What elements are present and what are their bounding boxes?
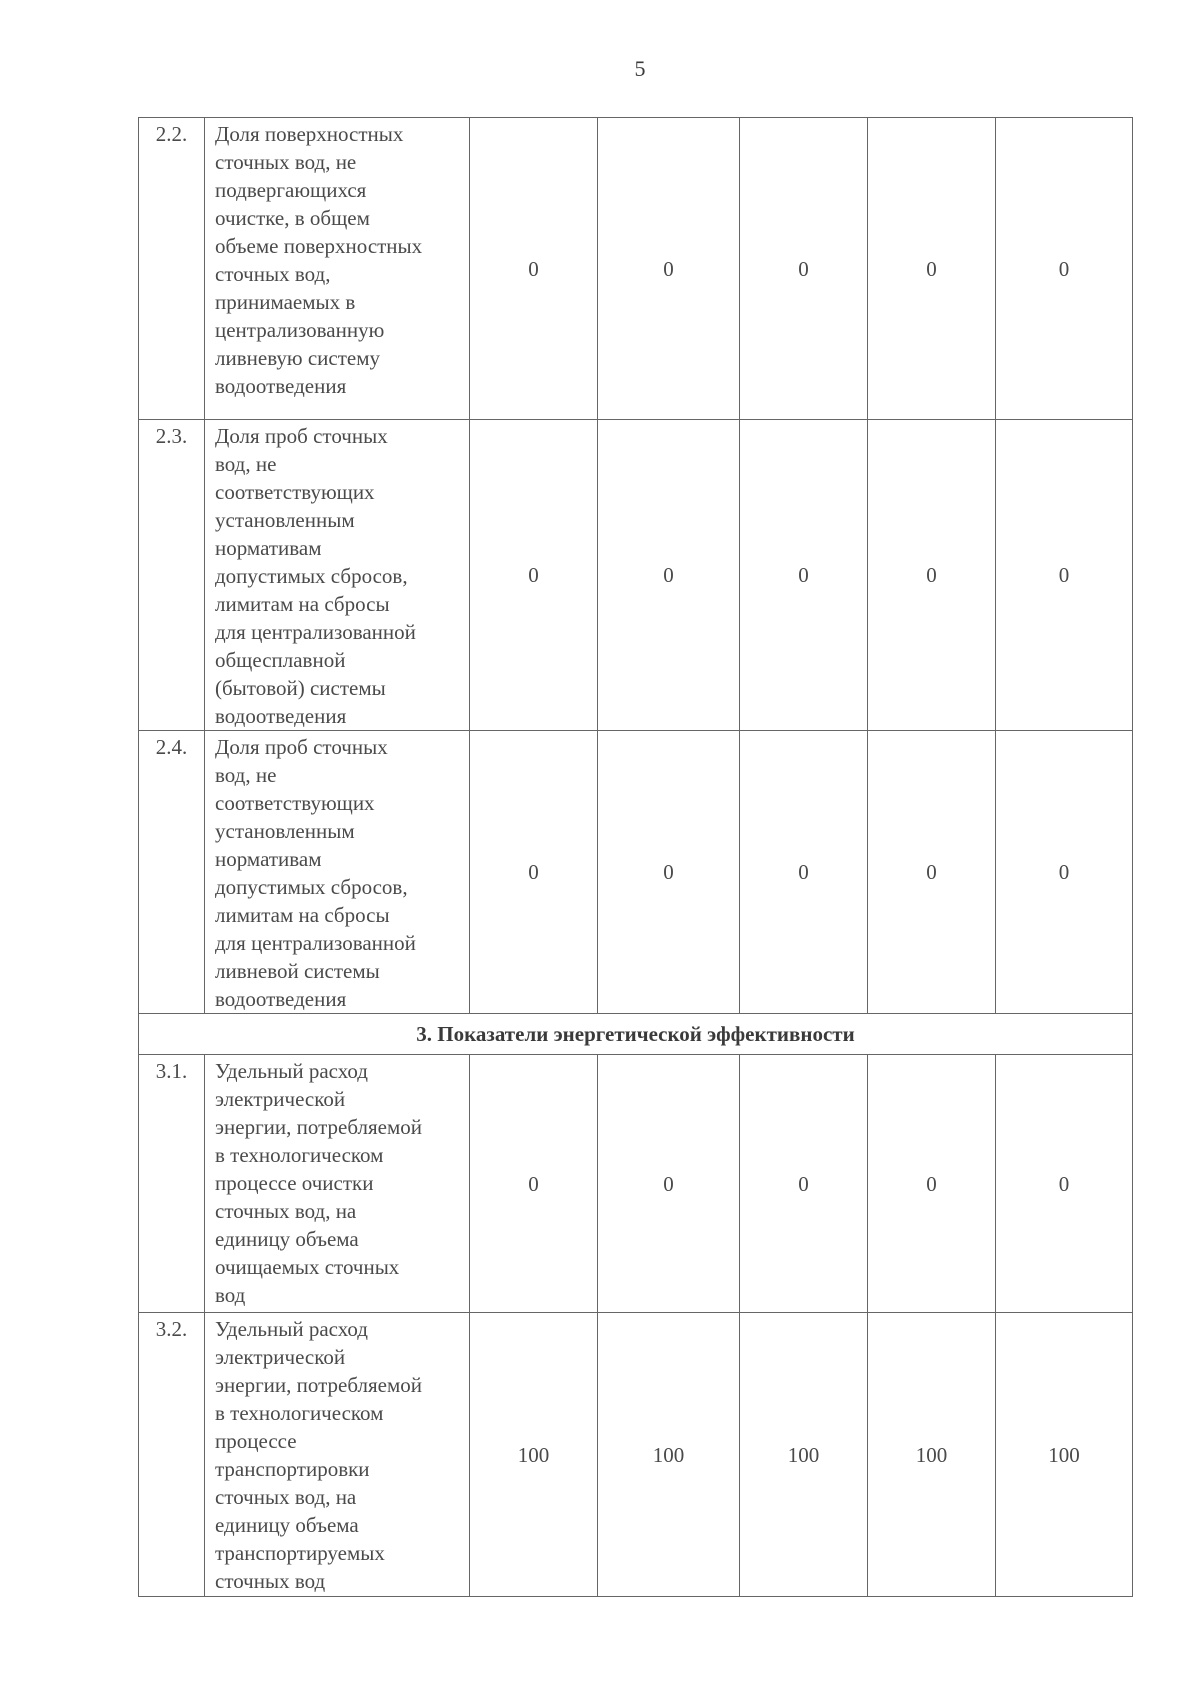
value-cell: 0 bbox=[868, 420, 996, 731]
section-title: 3. Показатели энергетической эффективности bbox=[139, 1014, 1133, 1055]
value-cell: 100 bbox=[996, 1313, 1133, 1597]
value-cell: 0 bbox=[598, 420, 740, 731]
value-cell: 0 bbox=[740, 731, 868, 1014]
indicator-description: Удельный расход электрической энергии, потребляемой в технологическом процессе очистки сточных вод, на единицу объема очищаемых сточных вод bbox=[205, 1055, 470, 1313]
value-cell: 0 bbox=[598, 731, 740, 1014]
value-cell: 100 bbox=[470, 1313, 598, 1597]
value-cell: 0 bbox=[740, 118, 868, 420]
value-cell: 0 bbox=[470, 1055, 598, 1313]
value-cell: 0 bbox=[598, 1055, 740, 1313]
indicator-description: Доля проб сточных вод, не соответствующих установленным нормативам допустимых сбросов, лимитам на сбросы для централизованной общесплавной (бытовой) системы водоотведения bbox=[205, 420, 470, 731]
value-cell: 0 bbox=[996, 420, 1133, 731]
row-number: 3.1. bbox=[139, 1055, 205, 1313]
page-number: 5 bbox=[634, 56, 646, 81]
indicators-table bbox=[138, 117, 1133, 1597]
table-row-2-3 bbox=[139, 420, 1133, 731]
value-cell: 0 bbox=[868, 1055, 996, 1313]
row-number: 3.2. bbox=[139, 1313, 205, 1597]
value-cell: 100 bbox=[868, 1313, 996, 1597]
indicator-description: Доля проб сточных вод, не соответствующих установленным нормативам допустимых сбросов, лимитам на сбросы для централизованной ливневой системы водоотведения bbox=[205, 731, 470, 1014]
value-cell: 0 bbox=[868, 118, 996, 420]
table-row-3-1 bbox=[139, 1055, 1133, 1313]
row-number: 2.3. bbox=[139, 420, 205, 731]
value-cell: 0 bbox=[470, 731, 598, 1014]
table-row-2-4 bbox=[139, 731, 1133, 1014]
row-number: 2.4. bbox=[139, 731, 205, 1014]
value-cell: 100 bbox=[740, 1313, 868, 1597]
value-cell: 0 bbox=[740, 420, 868, 731]
value-cell: 0 bbox=[996, 118, 1133, 420]
section-header-row bbox=[139, 1014, 1133, 1055]
indicator-description: Удельный расход электрической энергии, потребляемой в технологическом процессе транспортировки сточных вод, на единицу объема транспортируемых сточных вод bbox=[205, 1313, 470, 1597]
value-cell: 0 bbox=[740, 1055, 868, 1313]
value-cell: 100 bbox=[598, 1313, 740, 1597]
table-row-2-2 bbox=[139, 118, 1133, 420]
value-cell: 0 bbox=[868, 731, 996, 1014]
value-cell: 0 bbox=[996, 1055, 1133, 1313]
value-cell: 0 bbox=[470, 118, 598, 420]
indicator-description: Доля поверхностных сточных вод, не подвергающихся очистке, в общем объеме поверхностных сточных вод, принимаемых в централизованную ливневую систему водоотведения bbox=[205, 118, 470, 420]
row-number: 2.2. bbox=[139, 118, 205, 420]
table-row-3-2 bbox=[139, 1313, 1133, 1597]
value-cell: 0 bbox=[598, 118, 740, 420]
value-cell: 0 bbox=[470, 420, 598, 731]
value-cell: 0 bbox=[996, 731, 1133, 1014]
